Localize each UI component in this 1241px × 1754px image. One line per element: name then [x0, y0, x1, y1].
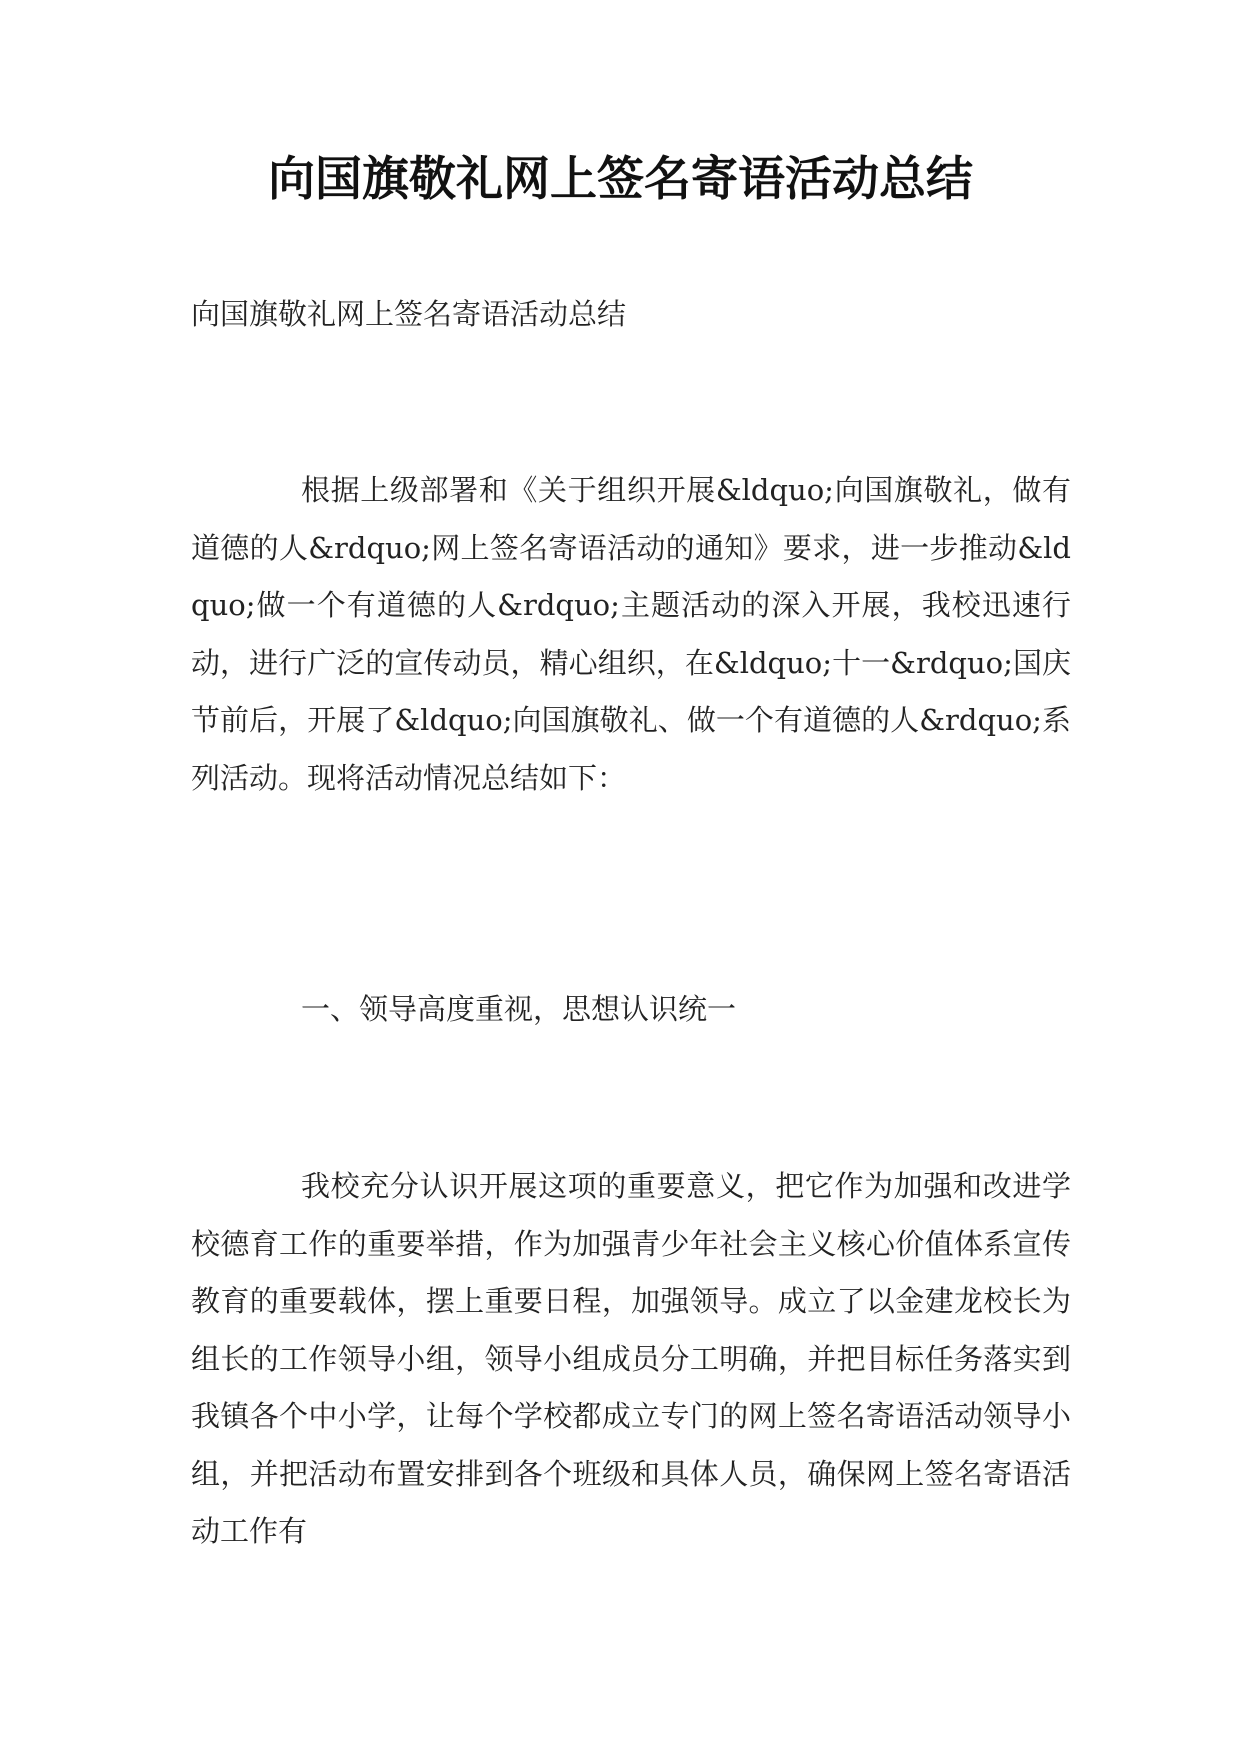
- section-heading: 一、领导高度重视，思想认识统一: [301, 992, 737, 1026]
- body-paragraph: 我校充分认识开展这项的重要意义，把它作为加强和改进学校德育工作的重要举措，作为加强青少年社会主义核心价值体系宣传教育的重要载体，摆上重要日程，加强领导。成立了以金建龙校长为组长的工作领导小组，领导小组成员分工明确，并把目标任务落实到我镇各个中小学，让每个学校都成立专门的网上签名寄语活动领导小组，并把活动布置安排到各个班级和具体人员，确保网上签名寄语活动工作有: [191, 1169, 1071, 1548]
- intro-paragraph: 根据上级部署和《关于组织开展&ldquo;向国旗敬礼，做有道德的人&rdquo;网上签名寄语活动的通知》要求，进一步推动&ldquo;做一个有道德的人&rdquo;主题活动的深入开展，我校迅速行动，进行广泛的宣传动员，精心组织，在&ldquo;十一&rdquo;国庆节前后，开展了&ldquo;向国旗敬礼、做一个有道德的人&rdquo;系列活动。现将活动情况总结如下：: [191, 473, 1071, 795]
- page-title: 向国旗敬礼网上签名寄语活动总结: [268, 152, 973, 207]
- document-subtitle: 向国旗敬礼网上签名寄语活动总结: [191, 297, 627, 331]
